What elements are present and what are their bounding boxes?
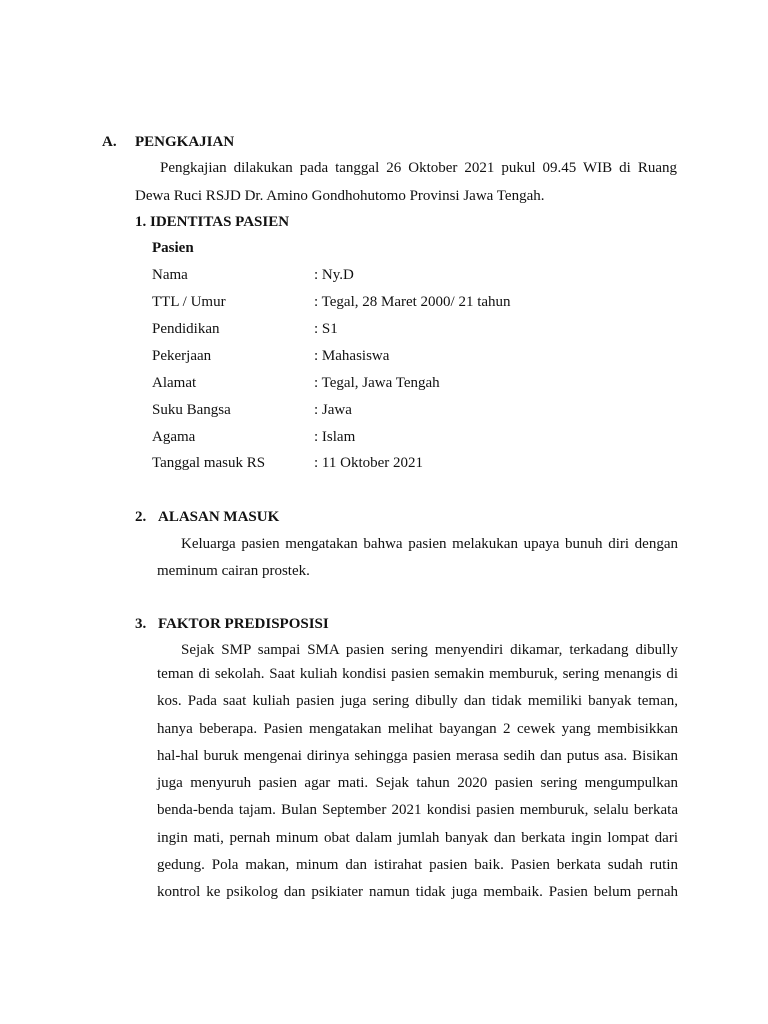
section-a-marker: A. (102, 134, 117, 150)
identitas-value-ttl: : Tegal, 28 Maret 2000/ 21 tahun (314, 294, 511, 310)
identitas-label-nama: Nama (152, 267, 188, 283)
identitas-value-nama: : Ny.D (314, 267, 354, 283)
faktor-line-8: ingin mati, pernah minum obat dalam jumlah banyak dan berkata ingin lompat dari (157, 829, 678, 846)
faktor-line-5: hal-hal buruk mengenai dirinya sehingga pasien merasa sedih dan putus asa. Bisikan (157, 747, 678, 764)
faktor-line-2: teman di sekolah. Saat kuliah kondisi pasien semakin memburuk, sering menangis di (157, 666, 678, 682)
alasan-line-2: meminum cairan prostek. (157, 563, 310, 579)
intro-line-2: Dewa Ruci RSJD Dr. Amino Gondhohutomo Provinsi Jawa Tengah. (135, 188, 545, 204)
identitas-value-pendidikan: : S1 (314, 321, 338, 337)
faktor-title: FAKTOR PREDISPOSISI (158, 616, 329, 632)
identitas-label-suku: Suku Bangsa (152, 402, 231, 418)
section-a-title: PENGKAJIAN (135, 134, 235, 150)
faktor-line-10: kontrol ke psikolog dan psikiater namun tidak juga membaik. Pasien belum pernah (157, 884, 678, 901)
identitas-value-suku: : Jawa (314, 402, 352, 418)
identitas-value-agama: : Islam (314, 429, 356, 445)
identitas-heading: 1. IDENTITAS PASIEN (135, 214, 290, 230)
identitas-value-alamat: : Tegal, Jawa Tengah (314, 375, 440, 391)
faktor-line-9: gedung. Pola makan, minum dan istirahat pasien baik. Pasien berkata sudah rutin (157, 857, 678, 874)
faktor-line-3: kos. Pada saat kuliah pasien juga sering dibully dan tidak memiliki banyak teman, (157, 693, 678, 710)
alasan-line-1: Keluarga pasien mengatakan bahwa pasien melakukan upaya bunuh diri dengan (181, 536, 678, 552)
identitas-label-tanggal-masuk: Tanggal masuk RS (152, 455, 266, 471)
faktor-line-1: Sejak SMP sampai SMA pasien sering menyendiri dikamar, terkadang dibully (181, 642, 678, 658)
identitas-label-pendidikan: Pendidikan (152, 321, 220, 337)
identitas-label-agama: Agama (152, 429, 196, 445)
faktor-line-6: juga menyuruh pasien agar mati. Sejak tahun 2020 pasien sering mengumpulkan (157, 775, 678, 792)
identitas-value-pekerjaan: : Mahasiswa (314, 348, 390, 364)
identitas-label-pekerjaan: Pekerjaan (152, 348, 212, 364)
faktor-line-7: benda-benda tajam. Bulan September 2021 kondisi pasien memburuk, selalu berkata (157, 802, 678, 819)
faktor-marker: 3. (135, 616, 147, 632)
identitas-label-alamat: Alamat (152, 375, 197, 391)
identitas-label-ttl: TTL / Umur (152, 294, 226, 310)
intro-line-1: Pengkajian dilakukan pada tanggal 26 Oktober 2021 pukul 09.45 WIB di Ruang (160, 160, 677, 176)
identitas-value-tanggal-masuk: : 11 Oktober 2021 (314, 455, 424, 471)
identitas-subheading: Pasien (152, 240, 194, 256)
alasan-title: ALASAN MASUK (158, 509, 280, 525)
alasan-marker: 2. (135, 509, 147, 525)
faktor-line-4: hanya beberapa. Pasien mengatakan melihat bayangan 2 cewek yang membisikkan (157, 720, 678, 737)
faktor-paragraph (157, 661, 678, 907)
